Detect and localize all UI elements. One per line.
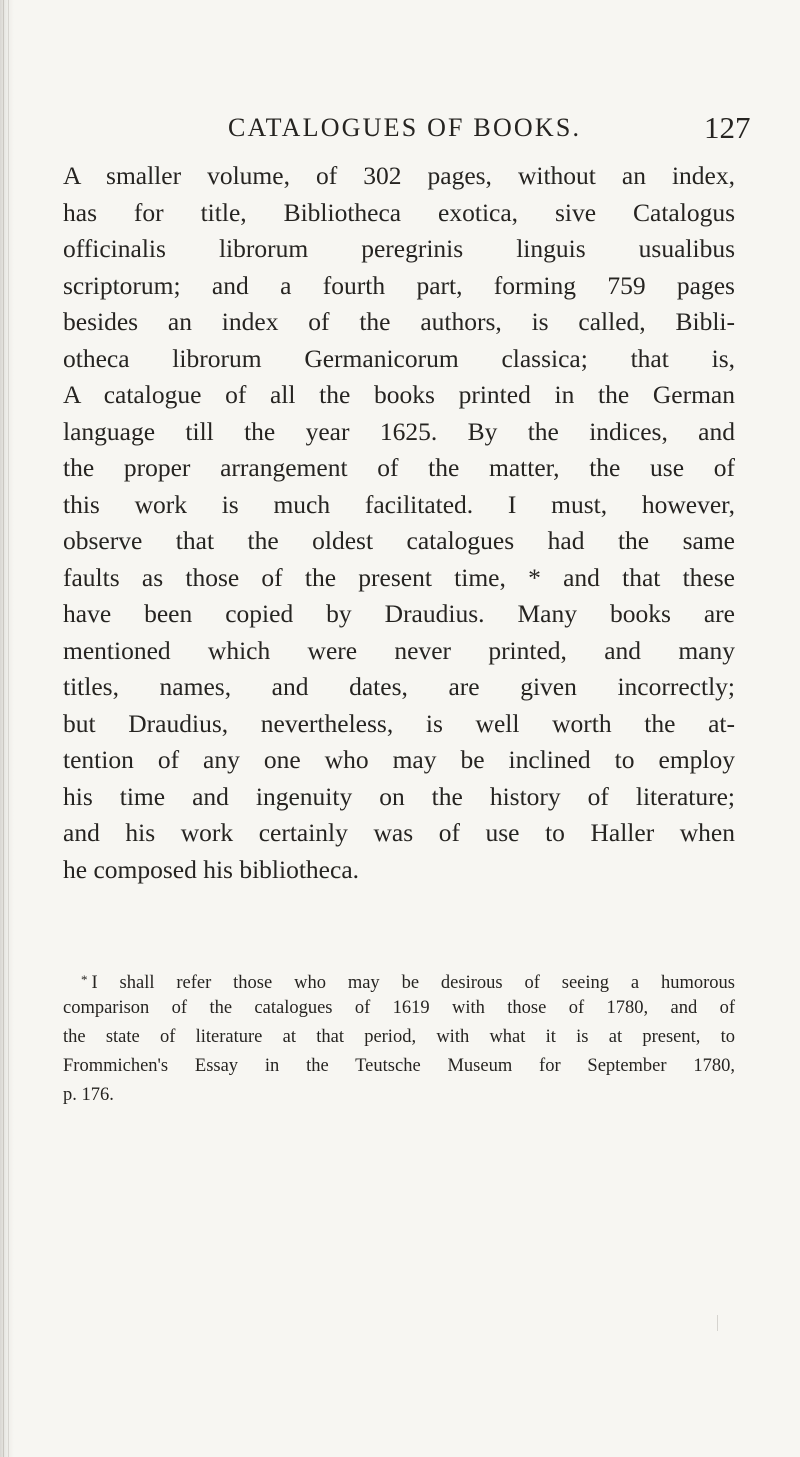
footnote-line: comparison of the catalogues of 1619 with those of 1780, and of — [63, 998, 735, 1018]
text-line: A smaller volume, of 302 pages, without an index, — [63, 161, 735, 190]
footnote-line: p. 176. — [63, 1085, 114, 1105]
binding-edge-line — [3, 0, 4, 1457]
page-number: 127 — [704, 110, 751, 145]
text-line: but Draudius, nevertheless, is well worth the at- — [63, 708, 735, 738]
footnote-line — [63, 965, 735, 994]
footnote-text: I shall refer those who may be desirous of seeing a humorous — [91, 973, 735, 993]
running-head — [0, 108, 800, 148]
footnote — [63, 965, 735, 1110]
body-paragraph — [63, 158, 735, 888]
text-line: titles, names, and dates, are given incorrectly; — [63, 672, 735, 701]
text-line: observe that the oldest catalogues had the same — [63, 526, 735, 555]
scan-artifact-mark — [717, 1315, 718, 1331]
text-line: he composed his bibliotheca. — [63, 854, 360, 884]
running-title: CATALOGUES OF BOOKS. — [228, 113, 582, 142]
text-line: has for title, Bibliotheca exotica, sive Catalogus — [63, 197, 735, 227]
text-line: this work is much facilitated. I must, however, — [63, 489, 735, 519]
text-line: officinalis librorum peregrinis linguis usualibus — [63, 234, 735, 263]
text-line: have been copied by Draudius. Many books are — [63, 599, 735, 628]
text-line: his time and ingenuity on the history of literature; — [63, 781, 735, 811]
text-line: mentioned which were never printed, and many — [63, 635, 735, 665]
binding-edge-line — [8, 0, 9, 1457]
footnote-line: Frommichen's Essay in the Teutsche Museum for September 1780, — [63, 1056, 735, 1076]
text-line: tention of any one who may be inclined to employ — [63, 745, 735, 774]
text-line: besides an index of the authors, is called, Bibli- — [63, 307, 735, 336]
text-line: the proper arrangement of the matter, the use of — [63, 453, 735, 482]
text-line: otheca librorum Germanicorum classica; that is, — [63, 343, 735, 373]
footnote-marker: * — [81, 972, 88, 987]
text-line: and his work certainly was of use to Haller when — [63, 818, 735, 847]
text-line: faults as those of the present time, * and that these — [63, 562, 735, 592]
text-line: A catalogue of all the books printed in the German — [63, 380, 735, 409]
footnote-line: the state of literature at that period, with what it is at present, to — [63, 1027, 735, 1047]
text-line: language till the year 1625. By the indices, and — [63, 416, 735, 446]
text-line: scriptorum; and a fourth part, forming 759 pages — [63, 270, 735, 300]
